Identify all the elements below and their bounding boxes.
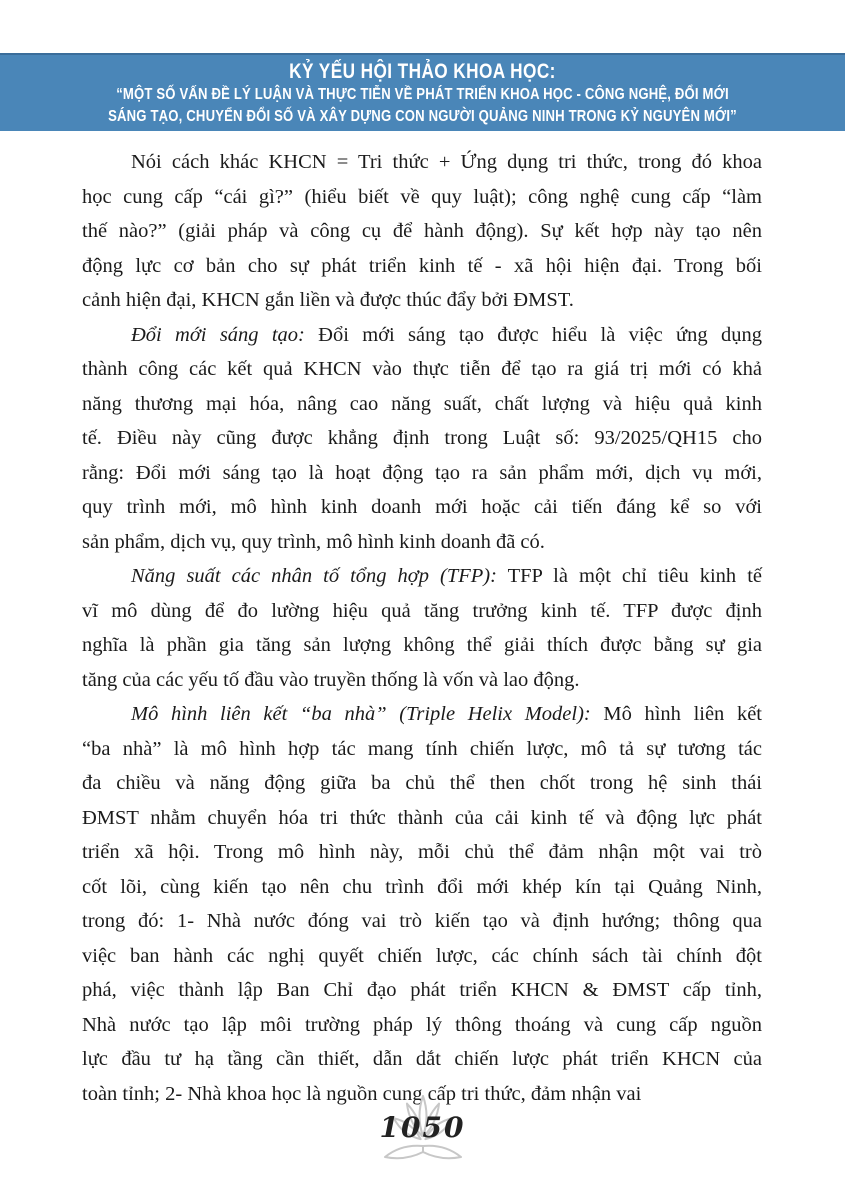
text-line: năng thương mại hóa, nâng cao năng suất, chất lượng và hiệu quả kinh: [82, 392, 762, 415]
page-number-ornament: [357, 1094, 489, 1166]
page-footer: [0, 1094, 845, 1166]
text-line: nghĩa là phần gia tăng sản lượng không thể giải thích được bằng sự gia: [82, 634, 762, 656]
text-line: lực đầu tư hạ tầng cần thiết, dẫn dắt chiến lược phát triển KHCN của: [82, 1048, 762, 1070]
text-line: ĐMST nhằm chuyển hóa tri thức thành của cải kinh tế và động lực phát: [82, 806, 762, 829]
text-line: quy trình mới, mô hình kinh doanh mới hoặc cải tiến đáng kể so với: [82, 496, 762, 518]
text-line: “ba nhà” là mô hình hợp tác mang tính chiến lược, mô tả sự tương tác: [82, 737, 762, 760]
text-line: phá, việc thành lập Ban Chỉ đạo phát triển KHCN & ĐMST cấp tỉnh,: [82, 979, 762, 1001]
banner-subtitle-line1: “MỘT SỐ VẤN ĐỀ LÝ LUẬN VÀ THỰC TIỄN VỀ PHÁT TRIỂN KHOA HỌC - CÔNG NGHỆ, ĐỔI MỚI: [116, 86, 729, 103]
text-line: Nói cách khác KHCN = Tri thức + Ứng dụng tri thức, trong đó khoa: [131, 151, 762, 173]
text-line: Đổi mới sáng tạo: Đổi mới sáng tạo được hiểu là việc ứng dụng: [131, 323, 762, 346]
text-line: tăng của các yếu tố đầu vào truyền thống là vốn và lao động.: [82, 668, 580, 691]
conference-banner: [0, 53, 845, 131]
text-line: vĩ mô dùng để đo lường hiệu quả tăng trưởng kinh tế. TFP được định: [82, 599, 762, 622]
text-line: thành công các kết quả KHCN vào thực tiễn để tạo ra giá trị mới có khả: [82, 358, 762, 380]
text-line: rằng: Đổi mới sáng tạo là hoạt động tạo ra sản phẩm mới, dịch vụ mới,: [82, 461, 762, 484]
text-line: Năng suất các nhân tố tổng hợp (TFP): TFP là một chỉ tiêu kinh tế: [131, 565, 762, 587]
text-line: Nhà nước tạo lập môi trường pháp lý thông thoáng và cung cấp nguồn: [82, 1013, 762, 1036]
text-line: triển xã hội. Trong mô hình này, mỗi chủ thể đảm nhận một vai trò: [82, 841, 762, 863]
text-line: trong đó: 1- Nhà nước đóng vai trò kiến tạo và định hướng; thông qua: [82, 910, 762, 932]
page-number: 1050: [379, 1111, 466, 1144]
body-text: [82, 145, 762, 1111]
text-line: học cung cấp “cái gì?” (hiểu biết về quy luật); công nghệ cung cấp “làm: [82, 185, 762, 208]
text-line: cảnh hiện đại, KHCN gắn liền và được thúc đẩy bởi ĐMST.: [82, 289, 574, 311]
text-line: tế. Điều này cũng được khẳng định trong Luật số: 93/2025/QH15 cho: [82, 427, 762, 449]
text-line: sản phẩm, dịch vụ, quy trình, mô hình kinh doanh đã có.: [82, 530, 545, 553]
text-line: Mô hình liên kết “ba nhà” (Triple Helix Model): Mô hình liên kết: [131, 703, 762, 725]
italic-lead: Mô hình liên kết “ba nhà” (Triple Helix Model):: [131, 703, 591, 725]
italic-lead: Đổi mới sáng tạo:: [131, 323, 305, 346]
italic-lead: Năng suất các nhân tố tổng hợp (TFP):: [131, 565, 497, 587]
banner-subtitle-line2: SÁNG TẠO, CHUYỂN ĐỔI SỐ VÀ XÂY DỰNG CON NGƯỜI QUẢNG NINH TRONG KỶ NGUYÊN MỚI”: [108, 108, 737, 125]
text-line: động lực cơ bản cho sự phát triển kinh tế - xã hội hiện đại. Trong bối: [82, 254, 762, 277]
text-line: thế nào?” (giải pháp và công cụ để hành động). Sự kết hợp này tạo nên: [82, 220, 762, 242]
banner-title: KỶ YẾU HỘI THẢO KHOA HỌC:: [289, 60, 556, 83]
text-line: đa chiều và năng động giữa ba chủ thể then chốt trong hệ sinh thái: [82, 772, 762, 794]
text-line: cốt lõi, cùng kiến tạo nên chu trình đổi mới khép kín tại Quảng Ninh,: [82, 875, 762, 898]
text-line: toàn tỉnh; 2- Nhà khoa học là nguồn cung cấp tri thức, đảm nhận vai: [82, 1082, 642, 1105]
text-line: việc ban hành các nghị quyết chiến lược, các chính sách tài chính đột: [82, 944, 762, 967]
